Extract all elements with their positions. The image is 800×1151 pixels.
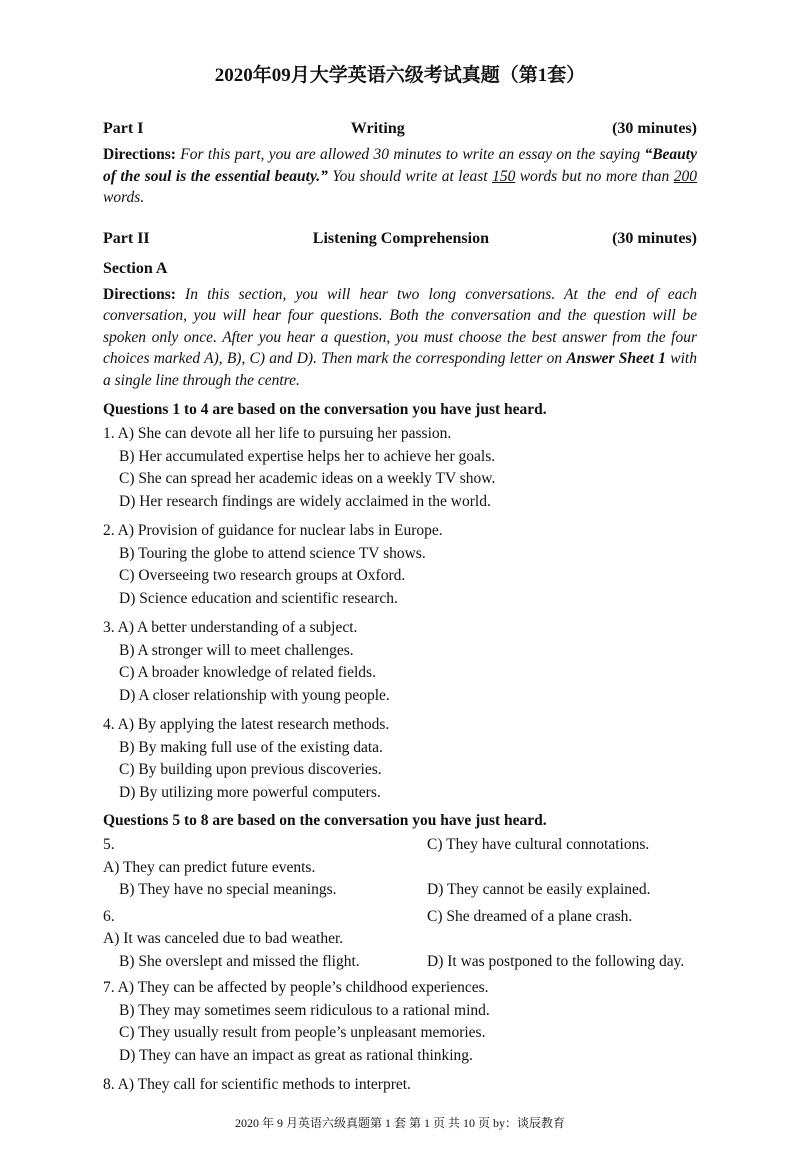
- answer-option: [103, 685, 697, 708]
- part2-heading: [103, 229, 697, 249]
- answer-option: D) They cannot be easily explained.: [427, 881, 651, 898]
- answer-option: [103, 588, 697, 611]
- min-words: 150: [492, 167, 516, 185]
- answer-option: [103, 1000, 697, 1023]
- answer-option: [103, 977, 697, 1000]
- part2: [103, 229, 697, 392]
- page-footer: 2020 年 9 月英语六级真题第 1 套 第 1 页 共 10 页 by：谈辰教育: [234, 1115, 565, 1130]
- option-text: B) They may sometimes seem ridiculous to a rational mind.: [119, 1001, 490, 1019]
- question-number: 5.: [103, 836, 115, 853]
- answer-option: [103, 1045, 697, 1068]
- answer-option: D) It was postponed to the following day.: [427, 952, 685, 970]
- group-header: Questions 1 to 4 are based on the conversation you have just heard.: [103, 401, 547, 418]
- group-header: Questions 5 to 8 are based on the conversation you have just heard.: [103, 812, 547, 829]
- question: [103, 423, 697, 513]
- exam-page: [103, 119, 697, 1097]
- answer-option: [103, 906, 427, 951]
- option-text: C) Overseeing two research groups at Oxford.: [119, 567, 406, 584]
- option-text: A) They can predict future events.: [103, 858, 316, 876]
- part2-directions: [103, 284, 697, 392]
- part-name: Writing: [350, 120, 405, 137]
- answer-option: [103, 737, 697, 760]
- question: [103, 977, 697, 1067]
- option-text: D) Science education and scientific research.: [119, 589, 398, 607]
- answer-sheet: Answer Sheet 1: [566, 350, 667, 367]
- option-text: B) By making full use of the existing data.: [119, 738, 383, 756]
- answer-option: C) She dreamed of a plane crash.: [427, 907, 633, 925]
- option-text: A) A better understanding of a subject.: [117, 619, 358, 636]
- answer-option: [103, 759, 697, 782]
- answer-row: [103, 951, 697, 974]
- directions-text: words but no more than: [515, 167, 674, 185]
- option-text: B) They have no special meanings.: [119, 881, 337, 898]
- option-text: D) A closer relationship with young people.: [119, 686, 390, 704]
- part-time: (30 minutes): [612, 229, 697, 247]
- question-number: 4.: [103, 716, 115, 733]
- question-group-2: [103, 810, 697, 1097]
- option-text: A) It was canceled due to bad weather.: [103, 930, 344, 947]
- answer-option: [119, 879, 427, 902]
- answer-option: C) They have cultural connotations.: [427, 836, 650, 853]
- question: [103, 906, 697, 974]
- question-group-1: [103, 399, 697, 804]
- page-title: 2020年09月大学英语六级考试真题（第1套）: [214, 65, 586, 86]
- section-heading: Section A: [103, 259, 168, 277]
- option-text: C) She can spread her academic ideas on a weekly TV show.: [119, 470, 496, 487]
- answer-option: [103, 520, 697, 543]
- answer-option: [103, 468, 697, 491]
- answer-row: [103, 906, 697, 951]
- answer-option: [103, 640, 697, 663]
- answer-option: [103, 662, 697, 685]
- option-text: A) She can devote all her life to pursuing her passion.: [117, 425, 452, 442]
- directions-label: Directions:: [103, 285, 176, 303]
- answer-option: [103, 423, 697, 446]
- option-text: B) Her accumulated expertise helps her to achieve her goals.: [119, 447, 496, 465]
- answer-option: [103, 565, 697, 588]
- option-text: B) A stronger will to meet challenges.: [119, 641, 354, 659]
- option-text: A) They call for scientific methods to interpret.: [117, 1076, 411, 1093]
- question-number: 8.: [103, 1076, 115, 1093]
- question: [103, 617, 697, 707]
- option-text: B) Touring the globe to attend science TV shows.: [119, 544, 426, 562]
- question-number: 6.: [103, 907, 115, 925]
- answer-option: [103, 446, 697, 469]
- part-number: Part II: [103, 229, 150, 247]
- answer-option: [103, 543, 697, 566]
- part1: [103, 119, 697, 209]
- answer-option: [103, 1074, 697, 1097]
- option-text: C) A broader knowledge of related fields.: [119, 664, 376, 681]
- question: [103, 520, 697, 610]
- answer-row: [103, 879, 697, 902]
- option-text: B) She overslept and missed the flight.: [119, 952, 360, 970]
- directions-text: In this section, you will hear two long conversations. At the end of each conversation, you will hear four questions. Both the conversation and the question will be spoken only once. After you hear a question, you must choose the best answer from the four choices marked A), B), C) and D). Then mark the corresponding letter on: [103, 285, 697, 367]
- question: [103, 1074, 697, 1097]
- option-text: C) By building upon previous discoveries.: [119, 761, 382, 778]
- option-text: A) They can be affected by people’s childhood experiences.: [117, 979, 489, 996]
- question-number: 3.: [103, 619, 115, 636]
- directions-text: For this part, you are allowed 30 minutes to write an essay on the saying: [175, 146, 645, 163]
- directions-text: with a single line through the centre.: [103, 350, 697, 389]
- directions-label: Directions:: [103, 146, 176, 163]
- part1-directions: [103, 144, 697, 209]
- question-number: 2.: [103, 522, 115, 539]
- question: [103, 834, 697, 902]
- answer-option: [103, 1022, 697, 1045]
- question-number: 1.: [103, 425, 115, 442]
- answer-option: [103, 491, 697, 514]
- part-time: (30 minutes): [612, 120, 697, 137]
- part-name: Listening Comprehension: [312, 229, 489, 247]
- answer-row: [103, 834, 697, 879]
- question: [103, 714, 697, 804]
- part-number: Part I: [103, 120, 144, 137]
- answer-option: [119, 951, 427, 974]
- answer-option: [103, 782, 697, 805]
- option-text: A) Provision of guidance for nuclear labs in Europe.: [117, 522, 443, 539]
- option-text: A) By applying the latest research methods.: [117, 716, 390, 733]
- part1-heading: [103, 119, 697, 139]
- directions-text: words.: [103, 189, 145, 206]
- answer-option: [103, 834, 427, 879]
- max-words: 200: [673, 167, 697, 185]
- option-text: D) They can have an impact as great as rational thinking.: [119, 1046, 473, 1064]
- option-text: D) By utilizing more powerful computers.: [119, 783, 381, 801]
- answer-option: [103, 617, 697, 640]
- option-text: D) Her research findings are widely acclaimed in the world.: [119, 492, 491, 510]
- question-number: 7.: [103, 979, 115, 996]
- option-text: C) They usually result from people’s unpleasant memories.: [119, 1024, 486, 1041]
- directions-text: You should write at least: [327, 167, 493, 185]
- essay-saying: “Beauty of the soul is the essential beauty.”: [103, 146, 697, 185]
- answer-option: [103, 714, 697, 737]
